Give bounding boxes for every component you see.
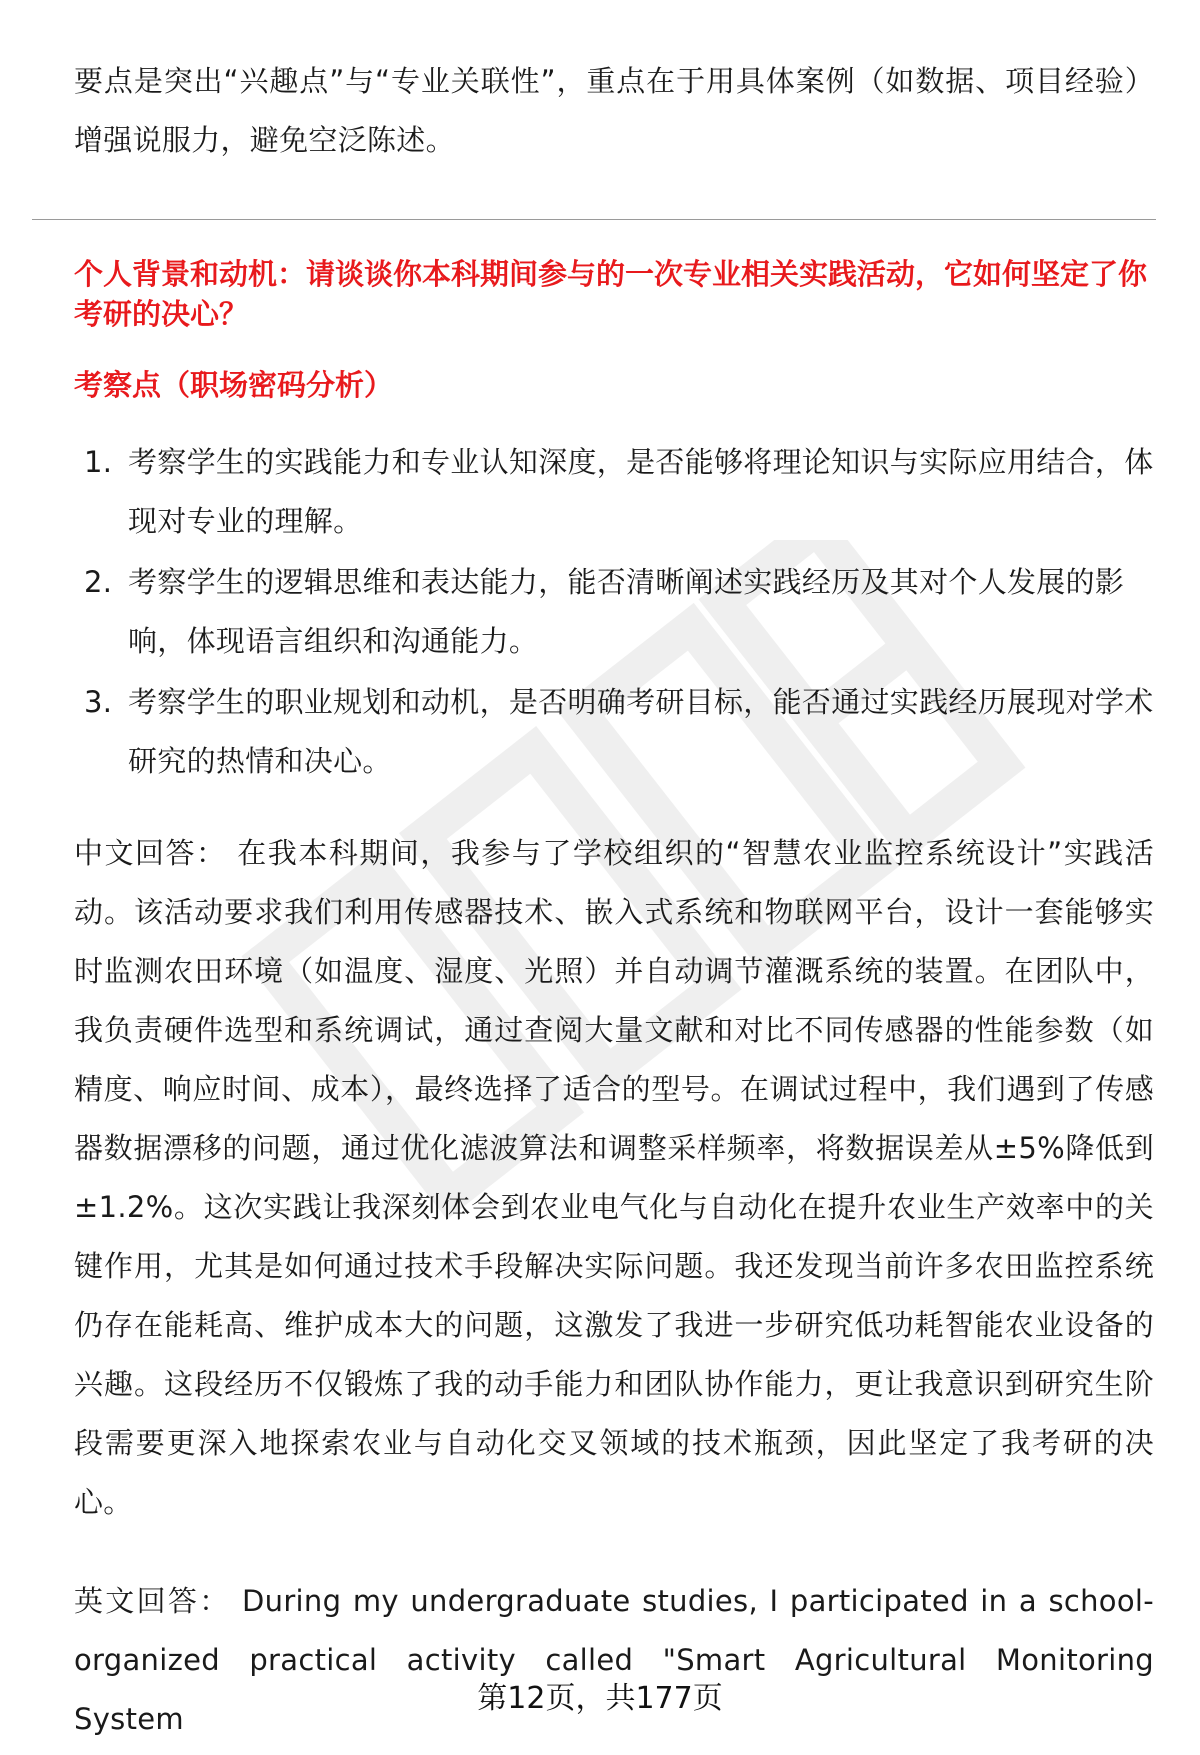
section-divider: [32, 219, 1156, 220]
list-item: [74, 673, 1154, 791]
list-item-number: 1.: [84, 445, 113, 479]
list-item: [74, 553, 1154, 671]
assessment-point-list: [74, 433, 1154, 793]
intro-paragraph: 要点是突出“兴趣点”与“专业关联性”，重点在于用具体案例（如数据、项目经验）增强说服力，避免空泛陈述。: [74, 64, 1154, 157]
list-item-number: 3.: [84, 685, 113, 719]
page-number-footer: 第12页，共177页: [477, 1681, 723, 1716]
chinese-answer-paragraph: 中文回答： 在我本科期间，我参与了学校组织的“智慧农业监控系统设计”实践活动。该活动要求我们利用传感器技术、嵌入式系统和物联网平台，设计一套能够实时监测农田环境（如温度、湿度、光照）并自动调节灌溉系统的装置。在团队中，我负责硬件选型和系统调试，通过查阅大量文献和对比不同传感器的性能参数（如精度、响应时间、成本），最终选择了适合的型号。在调试过程中，我们遇到了传感器数据漂移的问题，通过优化滤波算法和调整采样频率，将数据误差从±5%降低到±1.2%。这次实践让我深刻体会到农业电气化与自动化在提升农业生产效率中的关键作用，尤其是如何通过技术手段解决实际问题。我还发现当前许多农田监控系统仍存在能耗高、维护成本大的问题，这激发了我进一步研究低功耗智能农业设备的兴趣。这段经历不仅锻炼了我的动手能力和团队协作能力，更让我意识到研究生阶段需要更深入地探索农业与自动化交叉领域的技术瓶颈，因此坚定了我考研的决心。: [74, 836, 1154, 1519]
english-answer-paragraph: 英文回答： During my undergraduate studies, I participated in a school-organized practical activity called "Smart Agricultural Monitoring System: [74, 1584, 1154, 1736]
list-item-number: 2.: [84, 565, 113, 599]
list-item-text: 考察学生的职业规划和动机，是否明确考研目标，能否通过实践经历展现对学术研究的热情和决心。: [128, 685, 1154, 778]
question-heading: 个人背景和动机：请谈谈你本科期间参与的一次专业相关实践活动，它如何坚定了你考研的决心？: [74, 257, 1148, 331]
list-item-text: 考察学生的实践能力和专业认知深度，是否能够将理论知识与实际应用结合，体现对专业的理解。: [128, 445, 1154, 538]
document-page: [74, 0, 1154, 1755]
list-item: [74, 433, 1154, 551]
list-item-text: 考察学生的逻辑思维和表达能力，能否清晰阐述实践经历及其对个人发展的影响，体现语言组织和沟通能力。: [128, 565, 1125, 658]
assessment-point-heading: 考察点（职场密码分析）: [74, 368, 394, 402]
